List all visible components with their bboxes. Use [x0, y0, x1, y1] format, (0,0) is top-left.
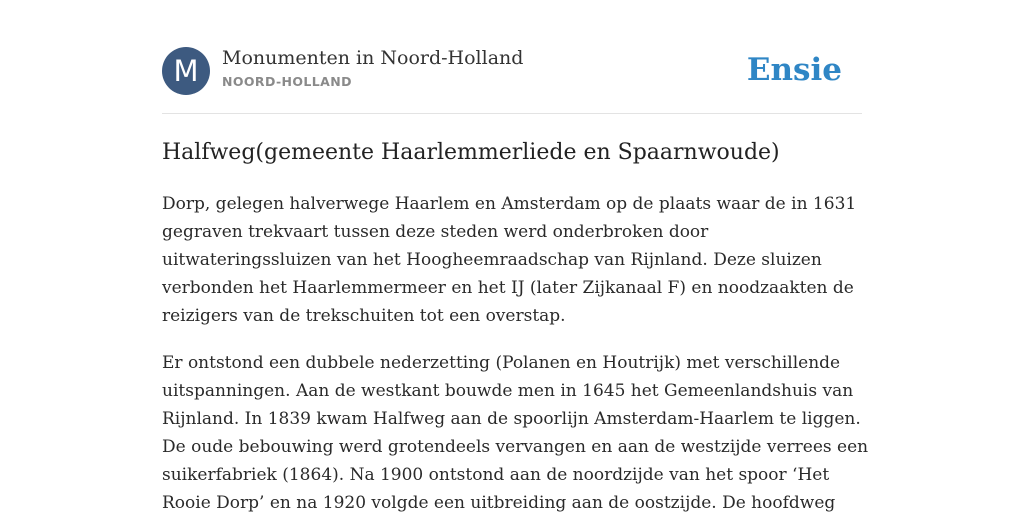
site-title[interactable]: Monumenten in Noord-Holland	[222, 47, 524, 69]
paragraph-line: reizigers van de trekschuiten tot een overstap.	[162, 306, 566, 326]
brand-logo[interactable]: Ensie	[746, 52, 842, 88]
paragraph-line: gegraven trekvaart tussen deze steden werd onderbroken door	[162, 222, 709, 242]
site-subtitle[interactable]: NOORD-HOLLAND	[222, 74, 352, 89]
paragraph-line: Rooie Dorp’ en na 1920 volgde een uitbreiding aan de oostzijde. De hoofdweg	[162, 493, 836, 512]
paragraph-line: De oude bebouwing werd grotendeels vervangen en aan de westzijde verrees een	[162, 437, 869, 457]
header-divider	[162, 113, 862, 114]
paragraph-line: Er ontstond een dubbele nederzetting (Polanen en Houtrijk) met verschillende	[162, 353, 841, 373]
site-header	[162, 46, 862, 96]
avatar[interactable]: M	[162, 47, 210, 95]
paragraph-line: Rijnland. In 1839 kwam Halfweg aan de spoorlijn Amsterdam-Haarlem te liggen.	[162, 409, 861, 429]
paragraph-line: Dorp, gelegen halverwege Haarlem en Amsterdam op de plaats waar de in 1631	[162, 194, 857, 214]
article-body	[162, 190, 869, 512]
paragraph-line: suikerfabriek (1864). Na 1900 ontstond aan de noordzijde van het spoor ‘Het	[162, 465, 830, 485]
paragraph-line: verbonden het Haarlemmermeer en het IJ (later Zijkanaal F) en noodzaakten de	[162, 278, 854, 298]
paragraph-line: uitspanningen. Aan de westkant bouwde men in 1645 het Gemeenlandshuis van	[162, 381, 854, 401]
paragraph-line: uitwateringssluizen van het Hoogheemraadschap van Rijnland. Deze sluizen	[162, 250, 822, 270]
article-title: Halfweg(gemeente Haarlemmerliede en Spaarnwoude)	[162, 140, 780, 165]
paragraph	[162, 190, 862, 330]
paragraph	[162, 349, 869, 512]
